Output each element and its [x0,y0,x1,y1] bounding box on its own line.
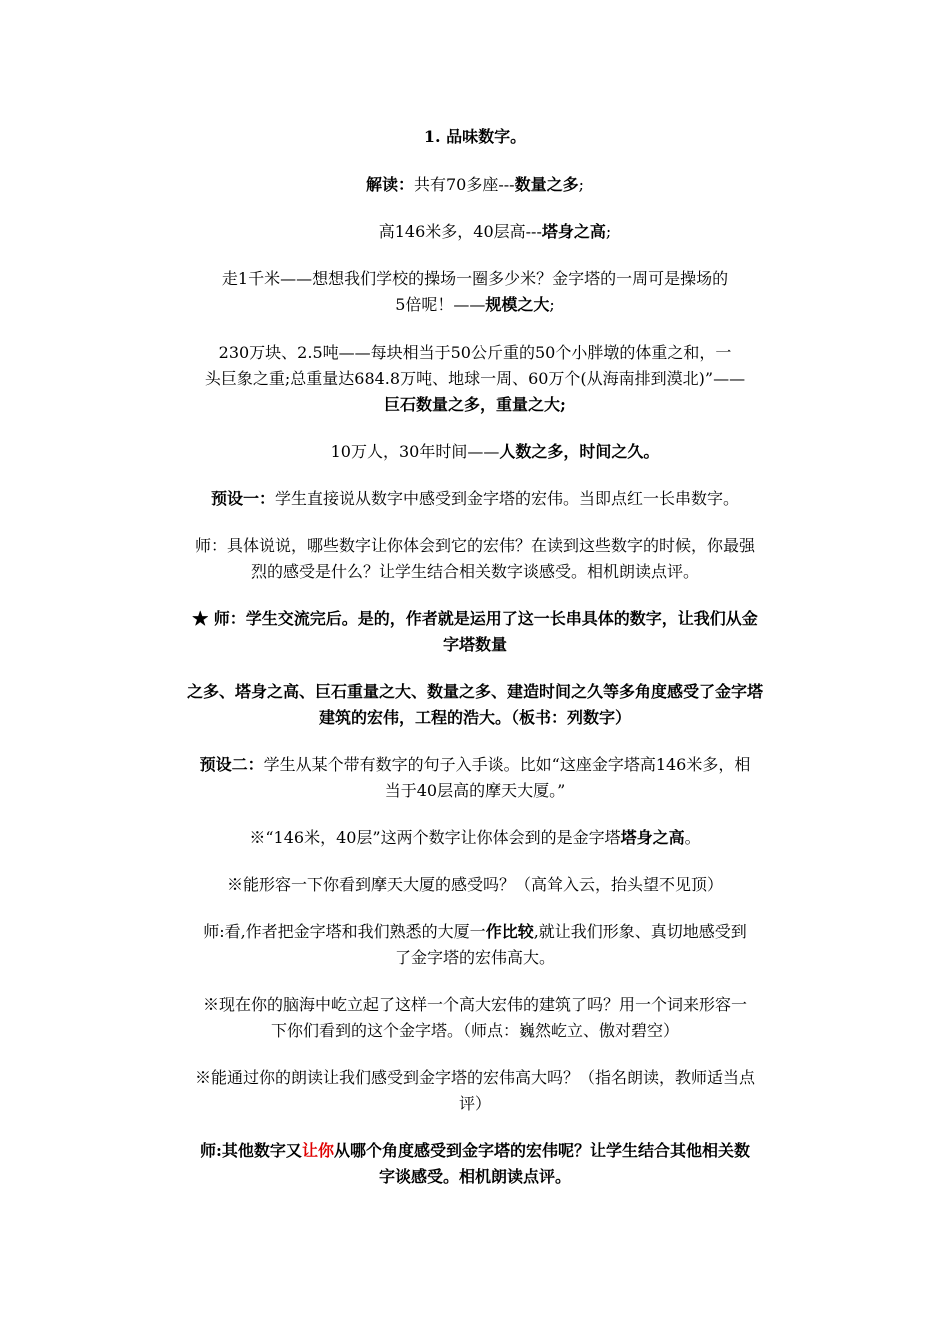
text: ; [549,295,555,314]
text: 了金字塔的宏伟高大。 [394,948,555,967]
text: ※现在你的脑海中屹立起了这样一个高大宏伟的建筑了吗？用一个词来形容一 [202,995,747,1014]
teacher-compare-line2 [140,945,810,971]
text: 5倍呢！—— [395,295,486,314]
paragraph-stones-line1 [140,340,810,366]
paragraph-interpretation [140,172,810,198]
paragraph-stones-line2 [140,366,810,392]
question-height [140,825,810,851]
text: 当于40层高的摩天大厦。” [384,781,566,800]
teacher-compare-line1 [140,919,810,945]
heading-text: 1. 品味数字。 [423,127,527,146]
text: 下你们看到的这个金字塔。（师点：巍然屹立、傲对碧空） [270,1021,679,1040]
text: 10万人，30年时间—— [330,442,500,461]
summary-line1 [140,679,810,705]
text: ; [605,222,612,241]
bold-text: 人数之多，时间之久。 [499,442,660,461]
bold-text: 巨石数量之多，重量之大; [384,395,566,414]
text: 学生直接说从数字中感受到金字塔的宏伟。当即点红一长串数字。 [275,489,740,508]
highlight-text: 让你 [301,1141,334,1160]
summary-line2 [140,705,810,731]
text: 师:看,作者把金字塔和我们熟悉的大厦一 [203,922,486,941]
star-summary-line1 [140,606,810,632]
question-describe [140,872,810,898]
label: 预设一： [210,489,275,508]
question-imagine-line1 [140,992,810,1018]
bold-text: 字谈感受。相机朗读点评。 [378,1167,571,1186]
preset-two-line1 [140,752,810,778]
text: ※能形容一下你看到摩天大厦的感受吗？（高耸入云，抬头望不见顶） [226,875,723,894]
label: 解读： [365,175,414,194]
teacher-other-line2 [140,1164,810,1190]
paragraph-scale-line1 [140,266,810,292]
paragraph-scale-line2 [140,292,810,318]
question-read-line2 [140,1091,810,1117]
text: 头巨象之重;总重量达684.8万吨、地球一周、60万个(从海南排到漠北)”—— [204,369,746,388]
text: 走1千米——想想我们学校的操场一圈多少米？金字塔的一周可是操场的 [221,269,729,288]
text: 共有70多座--- [414,175,515,194]
bold-text: 塔身之高 [620,828,685,847]
bold-text: ★ 师：学生交流完后。是的，作者就是运用了这一长串具体的数字，让我们从金 [192,609,758,628]
text: ※“146米，40层”这两个数字让你体会到的是金字塔 [249,828,621,847]
bold-text: 作比较 [485,922,534,941]
teacher-other-line1 [140,1138,810,1164]
question-imagine-line2 [140,1018,810,1044]
section-heading [140,124,810,150]
bold-text: 建筑的宏伟，工程的浩大。（板书：列数字） [318,708,631,727]
text: 师：具体说说，哪些数字让你体会到它的宏伟？在读到这些数字的时候，你最强 [194,536,755,555]
paragraph-height [160,219,830,245]
text: ; [578,175,584,194]
text: 烈的感受是什么？让学生结合相关数字谈感受。相机朗读点评。 [250,562,699,581]
bold-text: 数量之多 [514,175,579,194]
preset-two-line2 [140,778,810,804]
bold-text: 字塔数量 [442,635,507,654]
teacher-prompt-line1 [140,533,810,559]
teacher-prompt-line2 [140,559,810,585]
paragraph-people [160,439,830,465]
text: 高146米多，40层高--- [378,222,542,241]
preset-one [140,486,810,512]
text: 学生从某个带有数字的句子入手谈。比如“这座金字塔高146米多，相 [263,755,751,774]
bold-text: 从哪个角度感受到金字塔的宏伟呢？让学生结合其他相关数 [333,1141,750,1160]
text: 评） [458,1094,491,1113]
bold-text: 师:其他数字又 [200,1141,302,1160]
text: ,就让我们形象、真切地感受到 [533,922,747,941]
question-read-line1 [140,1065,810,1091]
text: 。 [684,828,701,847]
paragraph-stones-line3 [140,392,810,418]
text: ※能通过你的朗读让我们感受到金字塔的宏伟高大吗？（指名朗读，教师适当点 [194,1068,755,1087]
bold-text: 规模之大 [485,295,550,314]
text: 230万块、2.5吨——每块相当于50公斤重的50个小胖墩的体重之和，一 [218,343,732,362]
bold-text: 塔身之高 [541,222,606,241]
label: 预设二： [199,755,264,774]
bold-text: 之多、塔身之高、巨石重量之大、数量之多、建造时间之久等多角度感受了金字塔 [186,682,763,701]
star-summary-line2 [140,632,810,658]
